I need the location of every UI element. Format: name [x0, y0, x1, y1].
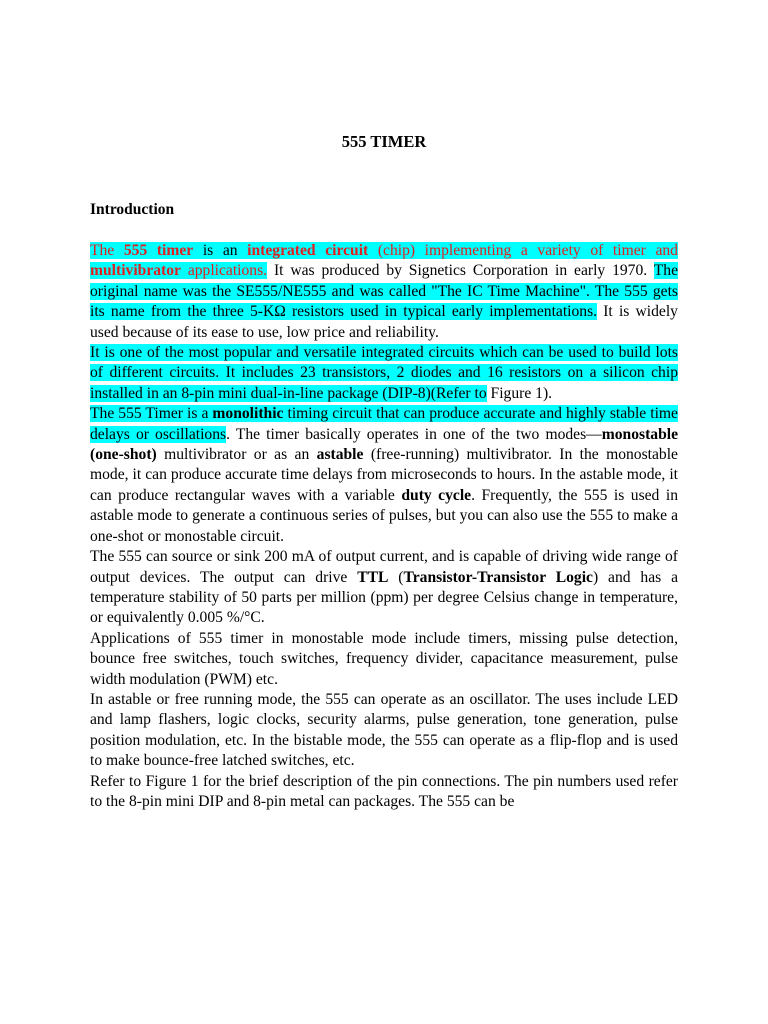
text-run: Figure 1). [486, 384, 553, 402]
text-run: multivibrator or as an [156, 446, 317, 464]
paragraph-monostable-applications [90, 629, 678, 690]
text-run: 555 timer [123, 242, 194, 259]
text-run: It is one of the most popular and versatile integrated circuits which can be used to build lots of different circuits. It includes 23 transistors, 2 diodes and 16 resistors on a silicon chip installed in an 8-pin mini dual-in-line package (DIP-8)(Refer to [90, 344, 678, 402]
text-run: applications. [180, 262, 268, 280]
paragraph-intro [90, 241, 678, 343]
paragraph-astable-applications [90, 690, 678, 772]
text-run: It is widely used because of its ease to use, low price and reliability. [90, 303, 678, 341]
text-run: ( [388, 568, 404, 586]
text-run: The [90, 242, 124, 259]
text-run: monostable (one-shot) [90, 425, 679, 464]
paragraph-modes [90, 404, 678, 547]
text-run: (free-running) multivibrator. In the monostable mode, it can produce accurate time delays from microseconds to hours. In the astable mode, it can produce rectangular waves with a variable [90, 446, 678, 504]
text-run: The 555 Timer is a [90, 405, 213, 423]
paragraph-output [90, 547, 678, 629]
paragraph-pin-connections [90, 772, 678, 813]
text-run: astable [316, 446, 364, 464]
section-heading: Introduction [90, 201, 175, 218]
text-run: Refer to Figure 1 for the brief description of the pin connections. The pin numbers used refer to the 8-pin mini DIP and 8-pin metal can packages. The 555 can be [90, 772, 678, 810]
text-run: It was produced by Signetics Corporation in early 1970. [267, 262, 654, 280]
text-run: In astable or free running mode, the 555 can operate as an oscillator. The uses include LED and lamp flashers, logic clocks, security alarms, pulse generation, tone generation, pulse position modulation, etc. In the bistable mode, the 555 can operate as a flip-flop and is used to make bounce-free latched switches, etc. [90, 690, 678, 770]
document-body [90, 241, 678, 812]
page-title: 555 TIMER [341, 132, 427, 151]
text-run: integrated circuit [247, 242, 369, 259]
text-run: multivibrator [90, 262, 181, 280]
paragraph-composition [90, 343, 678, 404]
text-run: is an [193, 242, 248, 259]
text-run: ) and has a temperature stability of 50 parts per million (ppm) per degree Celsius change in temperature, or equivalently 0.005 %/°C. [90, 568, 678, 627]
text-run: Transistor-Transistor Logic [403, 568, 593, 586]
text-run: duty cycle [401, 486, 472, 504]
text-run: . The timer basically operates in one of the two modes— [226, 425, 602, 443]
text-run: TTL [357, 568, 389, 586]
text-run: The 555 can source or sink 200 mA of output current, and is capable of driving wide range of output devices. The output can drive [90, 548, 678, 586]
text-run: The original name was the SE555/NE555 and was called "The IC Time Machine". The 555 gets its name from the three 5-KΩ resistors used in typical early implementations. [90, 262, 678, 321]
text-run: (chip) implementing a variety of timer and [368, 242, 678, 259]
text-run: monolithic [212, 405, 284, 423]
text-run: timing circuit that can produce accurate and highly stable time delays or oscillations [90, 405, 678, 443]
text-run: . Frequently, the 555 is used in astable mode to generate a continuous series of pulses, but you can also use the 555 to make a one-shot or monostable circuit. [90, 486, 678, 545]
text-run: Applications of 555 timer in monostable mode include timers, missing pulse detection, bounce free switches, touch switches, frequency divider, capacitance measurement, pulse width modulation (PWM) etc. [90, 629, 678, 688]
